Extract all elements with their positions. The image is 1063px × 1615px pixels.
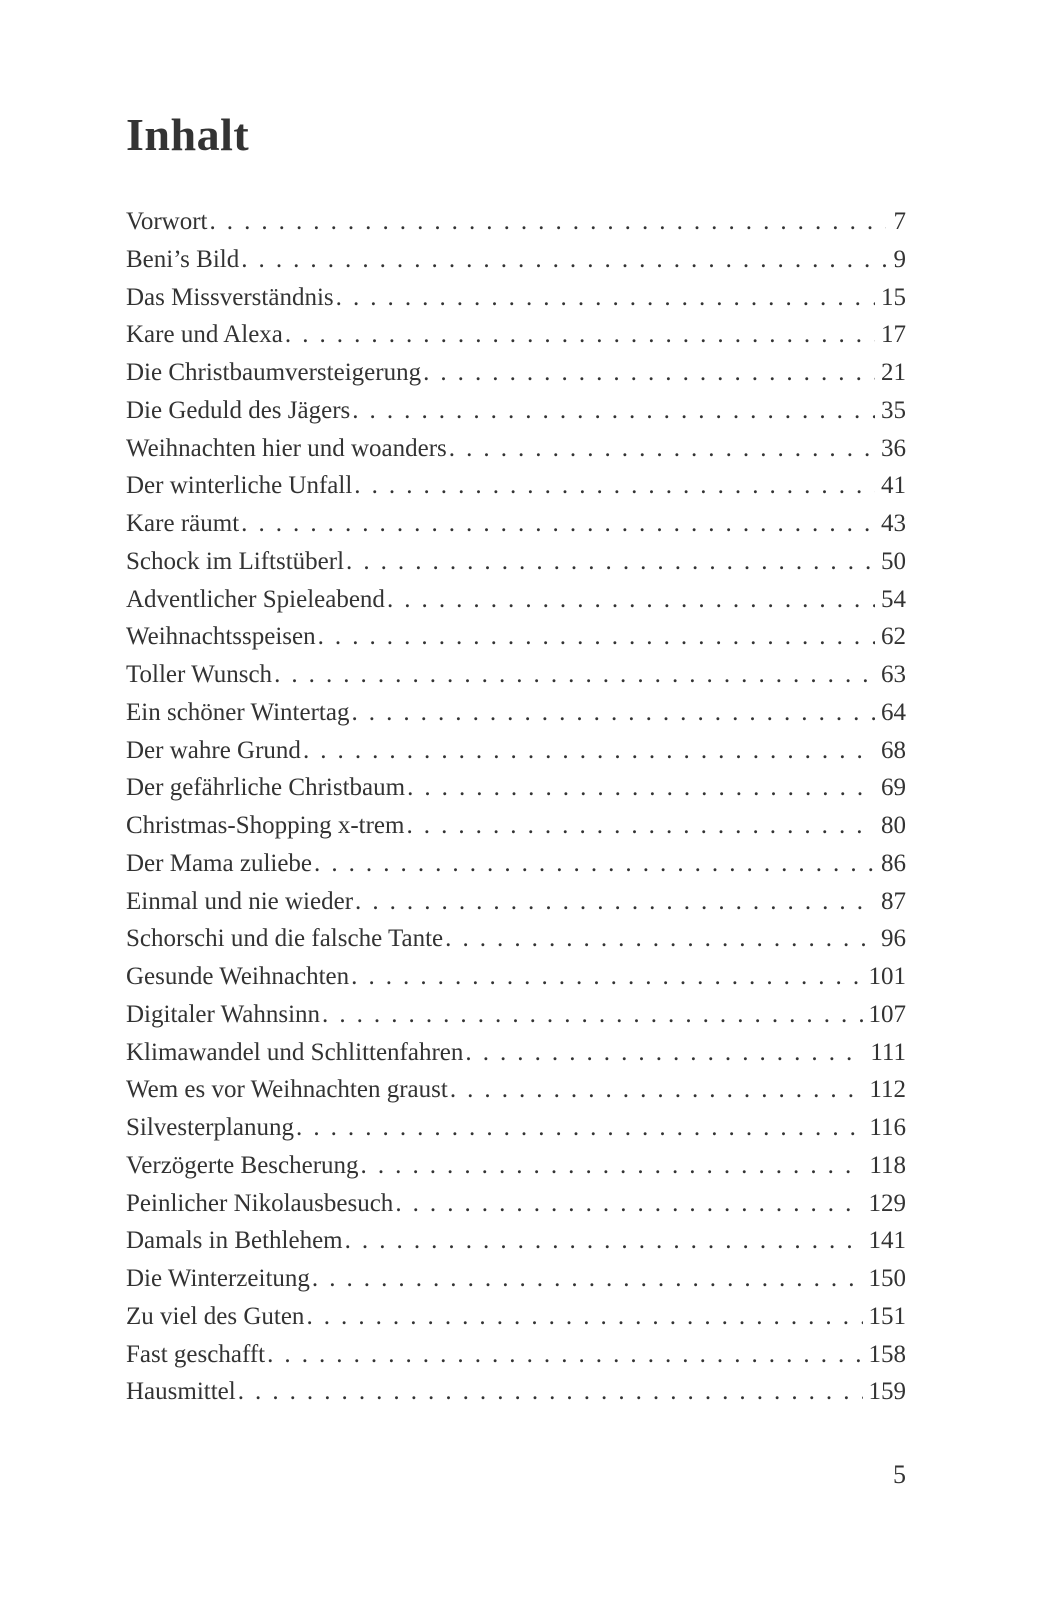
- toc-entry-title: Das Missverständnis: [126, 283, 334, 311]
- toc-entry-page: 64: [881, 698, 906, 726]
- dot-leader: [238, 1373, 863, 1411]
- toc-entry: [126, 467, 906, 505]
- toc-entry-page: 129: [868, 1189, 906, 1217]
- toc-entry: [126, 241, 906, 279]
- dot-leader: [306, 1298, 862, 1336]
- toc-entry-title: Adventlicher Spieleabend: [126, 585, 385, 613]
- dot-leader: [346, 543, 875, 581]
- toc-entry-title: Kare räumt: [126, 510, 240, 537]
- dot-leader: [465, 1034, 864, 1072]
- toc-entry-title: Digitaler Wahnsinn: [126, 1000, 321, 1028]
- toc-entry-page: 96: [881, 925, 906, 953]
- toc-entry: [126, 1034, 906, 1072]
- toc-entry: [126, 1185, 906, 1223]
- toc-entry: [126, 354, 906, 392]
- toc-entry-title: Klimawandel und Schlittenfahren: [126, 1038, 464, 1066]
- dot-leader: [303, 732, 875, 770]
- toc-entry-page: 54: [881, 585, 906, 613]
- toc-entry-title: Einmal und nie wieder: [126, 887, 354, 915]
- toc-entry-page: 35: [881, 396, 906, 424]
- toc-entry-title: Die Winterzeitung: [126, 1265, 310, 1292]
- toc-entry: [126, 656, 906, 694]
- toc-entry-page: 69: [881, 774, 906, 802]
- toc-entry-page: 41: [881, 472, 906, 500]
- toc-entry-title: Hausmittel: [126, 1378, 236, 1406]
- dot-leader: [312, 1260, 863, 1298]
- toc-entry: [126, 1373, 906, 1411]
- dot-leader: [423, 354, 875, 392]
- page-number: 5: [893, 1460, 906, 1489]
- dot-leader: [395, 1185, 862, 1223]
- dot-leader: [387, 581, 875, 619]
- toc-entry-title: Weihnachten hier und woanders: [126, 434, 447, 462]
- dot-leader: [241, 241, 886, 279]
- toc-entry-title: Weihnachtsspeisen: [126, 623, 316, 651]
- toc-entry-title: Toller Wunsch: [126, 661, 273, 688]
- toc-entry-page: 151: [868, 1302, 906, 1330]
- toc-entry-page: 7: [893, 208, 906, 235]
- dot-leader: [267, 1336, 862, 1374]
- dot-leader: [352, 392, 875, 430]
- toc-entry: [126, 543, 906, 581]
- dot-leader: [450, 1071, 864, 1109]
- toc-entry: [126, 883, 906, 921]
- dot-leader: [351, 958, 862, 996]
- toc-entry-page: 112: [869, 1076, 906, 1104]
- dot-leader: [355, 883, 875, 921]
- toc-entry-title: Der gefährliche Christbaum: [126, 774, 406, 802]
- toc-entry-page: 150: [868, 1265, 906, 1292]
- toc-entry-title: Peinlicher Nikolausbesuch: [126, 1189, 394, 1217]
- toc-entry: [126, 430, 906, 468]
- dot-leader: [351, 694, 875, 732]
- dot-leader: [336, 279, 875, 317]
- toc-entry-page: 15: [881, 283, 906, 311]
- dot-leader: [407, 769, 875, 807]
- toc-entry-page: 101: [868, 963, 906, 990]
- toc-entry-page: 141: [868, 1227, 906, 1255]
- toc-entry: [126, 732, 906, 770]
- toc-entry: [126, 203, 906, 241]
- toc-entry-title: Der wahre Grund: [126, 736, 301, 764]
- toc-entry: [126, 1336, 906, 1374]
- toc-entry-title: Beni’s Bild: [126, 245, 240, 273]
- toc-entry-page: 158: [868, 1340, 906, 1368]
- toc-entry: [126, 316, 906, 354]
- toc-entry-title: Damals in Bethlehem: [126, 1227, 343, 1255]
- toc-entry-title: Christmas-Shopping x-trem: [126, 812, 405, 839]
- dot-leader: [345, 1222, 863, 1260]
- toc-entry-page: 159: [868, 1378, 906, 1406]
- toc-entry-title: Kare und Alexa: [126, 321, 283, 349]
- toc-entry-page: 43: [881, 510, 906, 537]
- toc-entry-page: 80: [881, 812, 906, 839]
- toc-entry-title: Vorwort: [126, 208, 208, 235]
- toc-entry-page: 36: [881, 434, 906, 462]
- dot-leader: [361, 1147, 864, 1185]
- dot-leader: [449, 430, 875, 468]
- dot-leader: [296, 1109, 863, 1147]
- toc-entry-page: 116: [869, 1114, 906, 1141]
- toc-entry-page: 86: [881, 849, 906, 877]
- dot-leader: [314, 845, 875, 883]
- dot-leader: [285, 316, 875, 354]
- dot-leader: [406, 807, 875, 845]
- toc-entry-page: 111: [870, 1038, 906, 1066]
- toc-entry-title: Silvesterplanung: [126, 1114, 295, 1141]
- toc-entry-title: Fast geschafft: [126, 1340, 266, 1368]
- toc-entry: [126, 1298, 906, 1336]
- toc-entry: [126, 958, 906, 996]
- toc-entry: [126, 392, 906, 430]
- toc-entry-title: Die Geduld des Jägers: [126, 396, 351, 424]
- toc-entry: [126, 694, 906, 732]
- toc-entry: [126, 1222, 906, 1260]
- toc-entry-page: 50: [881, 547, 906, 575]
- toc-entry: [126, 920, 906, 958]
- toc-entry: [126, 1071, 906, 1109]
- dot-leader: [241, 505, 875, 543]
- dot-leader: [322, 996, 862, 1034]
- toc-entry-page: 87: [881, 887, 906, 915]
- dot-leader: [445, 920, 875, 958]
- toc-entry: [126, 996, 906, 1034]
- toc-entry: [126, 581, 906, 619]
- toc-entry-page: 21: [881, 359, 906, 386]
- toc-entry-title: Verzögerte Bescherung: [126, 1151, 359, 1179]
- toc-entry: [126, 845, 906, 883]
- toc-entry-title: Schock im Liftstüberl: [126, 547, 345, 575]
- toc-entry-page: 9: [893, 245, 906, 273]
- toc-entry-title: Der Mama zuliebe: [126, 849, 313, 877]
- dot-leader: [274, 656, 875, 694]
- toc-entry: [126, 1109, 906, 1147]
- toc-entry-title: Der winterliche Unfall: [126, 472, 353, 500]
- toc-entry-title: Wem es vor Weihnachten graust: [126, 1076, 448, 1104]
- toc-entry: [126, 1260, 906, 1298]
- toc-entry-title: Gesunde Weihnachten: [126, 963, 350, 990]
- toc-entry: [126, 505, 906, 543]
- toc-entry-page: 62: [881, 623, 906, 651]
- toc-entry-title: Zu viel des Guten: [126, 1302, 305, 1330]
- toc-entry-page: 118: [869, 1151, 906, 1179]
- dot-leader: [318, 618, 875, 656]
- toc-entry-page: 63: [881, 661, 906, 688]
- toc-entry-title: Die Christbaumversteigerung: [126, 359, 422, 386]
- toc-entry: [126, 1147, 906, 1185]
- toc-entry: [126, 807, 906, 845]
- toc-entry-page: 17: [881, 321, 906, 349]
- toc-entry: [126, 618, 906, 656]
- dot-leader: [354, 467, 875, 505]
- toc-entry-page: 68: [881, 736, 906, 764]
- toc-entry-title: Schorschi und die falsche Tante: [126, 925, 444, 953]
- table-of-contents: [126, 203, 906, 1411]
- toc-entry-title: Ein schöner Wintertag: [126, 698, 350, 726]
- dot-leader: [209, 203, 886, 241]
- toc-entry: [126, 769, 906, 807]
- toc-entry: [126, 279, 906, 317]
- page-title: Inhalt: [126, 109, 250, 160]
- toc-entry-page: 107: [868, 1000, 906, 1028]
